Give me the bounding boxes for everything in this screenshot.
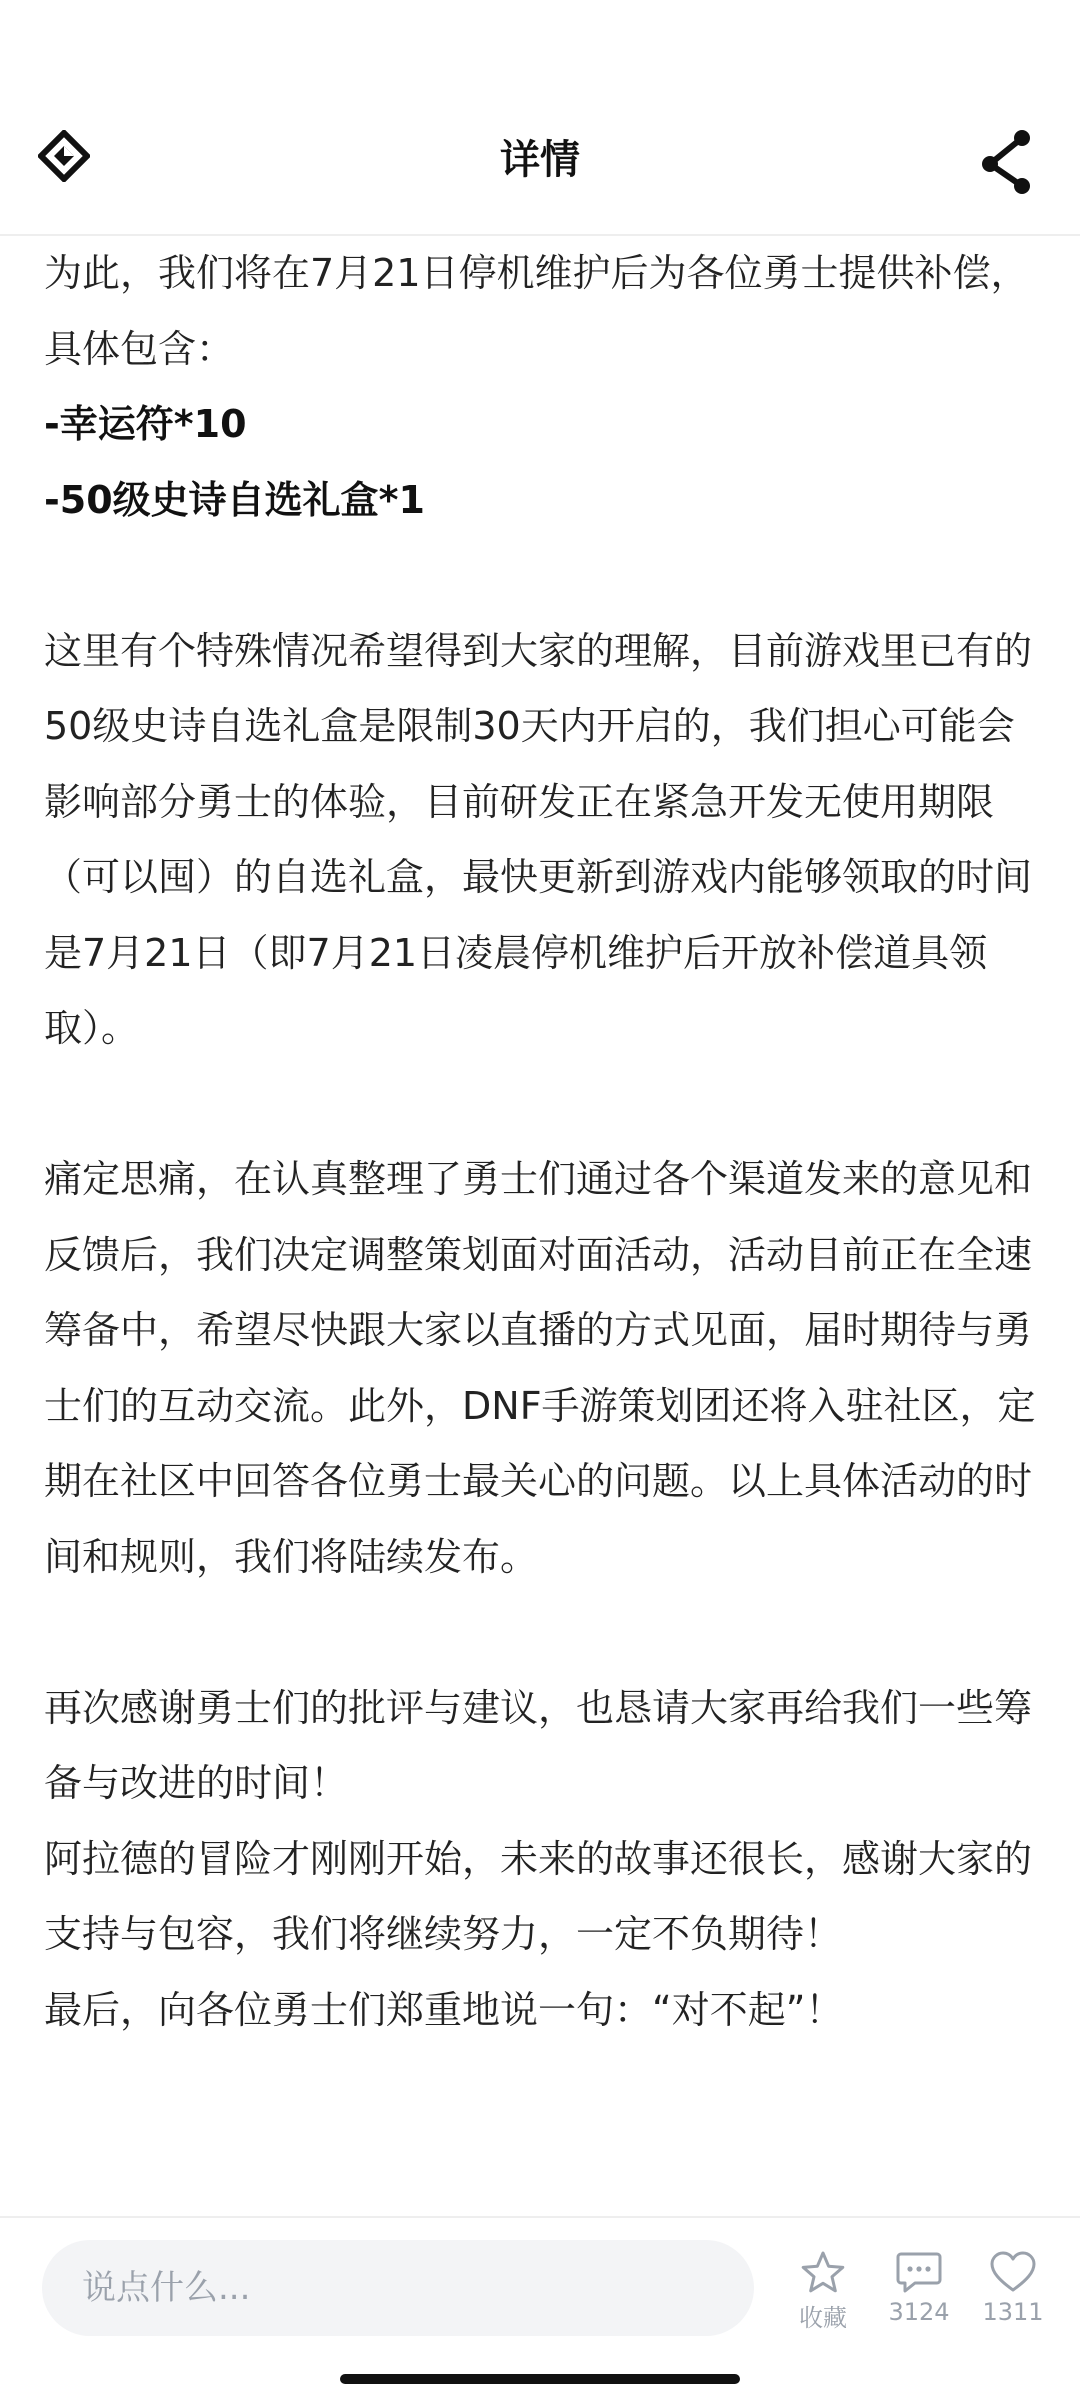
article-paragraph: 为此，我们将在7月21日停机维护后为各位勇士提供补偿，具体包含： bbox=[44, 251, 1029, 371]
likes-count: 1311 bbox=[982, 2298, 1044, 2326]
top-app-bar bbox=[0, 0, 1080, 236]
star-icon bbox=[800, 2250, 846, 2294]
article-paragraph: 再次感谢勇士们的批评与建议，也恳请大家再给我们一些筹备与改进的时间！ bbox=[44, 1685, 1033, 1805]
comment-bubble-icon bbox=[895, 2250, 943, 2294]
paragraph-spacer bbox=[44, 1595, 1044, 1671]
article-paragraph: 阿拉德的冒险才刚刚开始，未来的故事还很长，感谢大家的支持与包容，我们将继续努力，一定不负期待！ bbox=[44, 1836, 1033, 1956]
paragraph-spacer bbox=[44, 1067, 1044, 1143]
bottom-action-bar bbox=[0, 2216, 1080, 2400]
page-title: 详情 bbox=[500, 137, 580, 183]
article-body bbox=[44, 236, 1044, 2216]
comment-input[interactable] bbox=[42, 2240, 754, 2336]
favorite-label: 收藏 bbox=[799, 2304, 847, 2332]
article-paragraph: -50级史诗自选礼盒*1 bbox=[44, 477, 425, 522]
article-paragraph: 最后，向各位勇士们郑重地说一句：“对不起”！ bbox=[44, 1987, 844, 2032]
favorite-button[interactable] bbox=[778, 2250, 868, 2333]
article-paragraph: 这里有个特殊情况希望得到大家的理解，目前游戏里已有的50级史诗自选礼盒是限制30天内开启的，我们担心可能会影响部分勇士的体验，目前研发正在紧急开发无使用期限（可以囤）的自选礼盒，最快更新到游戏内能够领取的时间是7月21日（即7月21日凌晨停机维护后开放补偿道具领取）。 bbox=[44, 628, 1033, 1050]
article-paragraph: -幸运符*10 bbox=[44, 402, 247, 446]
paragraph-spacer bbox=[44, 538, 1044, 614]
heart-icon bbox=[989, 2250, 1037, 2294]
article-paragraph: 痛定思痛，在认真整理了勇士们通过各个渠道发来的意见和反馈后，我们决定调整策划面对面活动，活动目前正在全速筹备中，希望尽快跟大家以直播的方式见面，届时期待与勇士们的互动交流。此外，DNF手游策划团还将入驻社区，定期在社区中回答各位勇士最关心的问题。以上具体活动的时间和规则，我们将陆续发布。 bbox=[44, 1157, 1036, 1579]
share-icon[interactable] bbox=[976, 128, 1040, 196]
like-button[interactable] bbox=[968, 2250, 1058, 2326]
comments-count: 3124 bbox=[888, 2298, 950, 2326]
home-indicator bbox=[340, 2374, 740, 2384]
comments-button[interactable] bbox=[874, 2250, 964, 2326]
